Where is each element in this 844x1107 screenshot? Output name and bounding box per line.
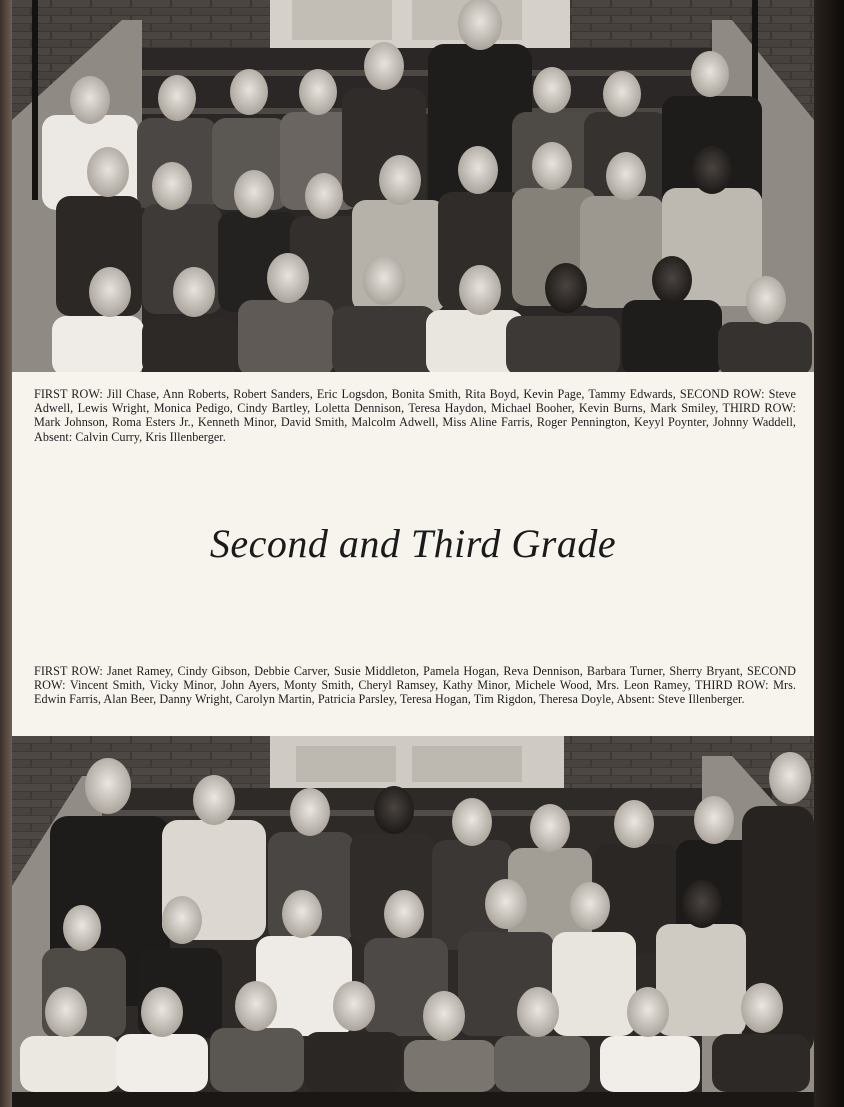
page-binding-right [814,0,844,1107]
caption-top: FIRST ROW: Jill Chase, Ann Roberts, Robert Sanders, Eric Logsdon, Bonita Smith, Rita Boyd, Kevin Page, Tammy Edwards, SECOND ROW: Steve Adwell, Lewis Wright, Monica Pedigo, Cindy Bartley, Loletta Dennison, Teresa Haydon, Michael Booher, Kevin Burns, Mark Smiley, THIRD ROW: Mark Johnson, Roma Esters Jr., Kenneth Minor, David Smith, Malcolm Adwell, Miss Aline Farris, Roger Pennington, Keyyl Poynter, Johnny Waddell, Absent: Calvin Curry, Kris Illenberger. [34,387,796,444]
page-title: Second and Third Grade [209,521,617,566]
yearbook-page [12,0,814,1092]
caption-bottom: FIRST ROW: Janet Ramey, Cindy Gibson, Debbie Carver, Susie Middleton, Pamela Hogan, Reva Dennison, Barbara Turner, Sherry Bryant, SECOND ROW: Vincent Smith, Vicky Minor, John Ayers, Monty Smith, Cheryl Ramsey, Kathy Minor, Michele Wood, Mrs. Leon Ramey, THIRD ROW: Mrs. Edwin Farris, Alan Beer, Danny Wright, Carolyn Martin, Patricia Parsley, Teresa Hogan, Tim Rigdon, Theresa Doyle, Absent: Steve Illenberger. [34,664,796,707]
class-photo-bottom [12,736,814,1092]
class-photo-top [12,0,814,372]
page-binding-left [0,0,12,1107]
